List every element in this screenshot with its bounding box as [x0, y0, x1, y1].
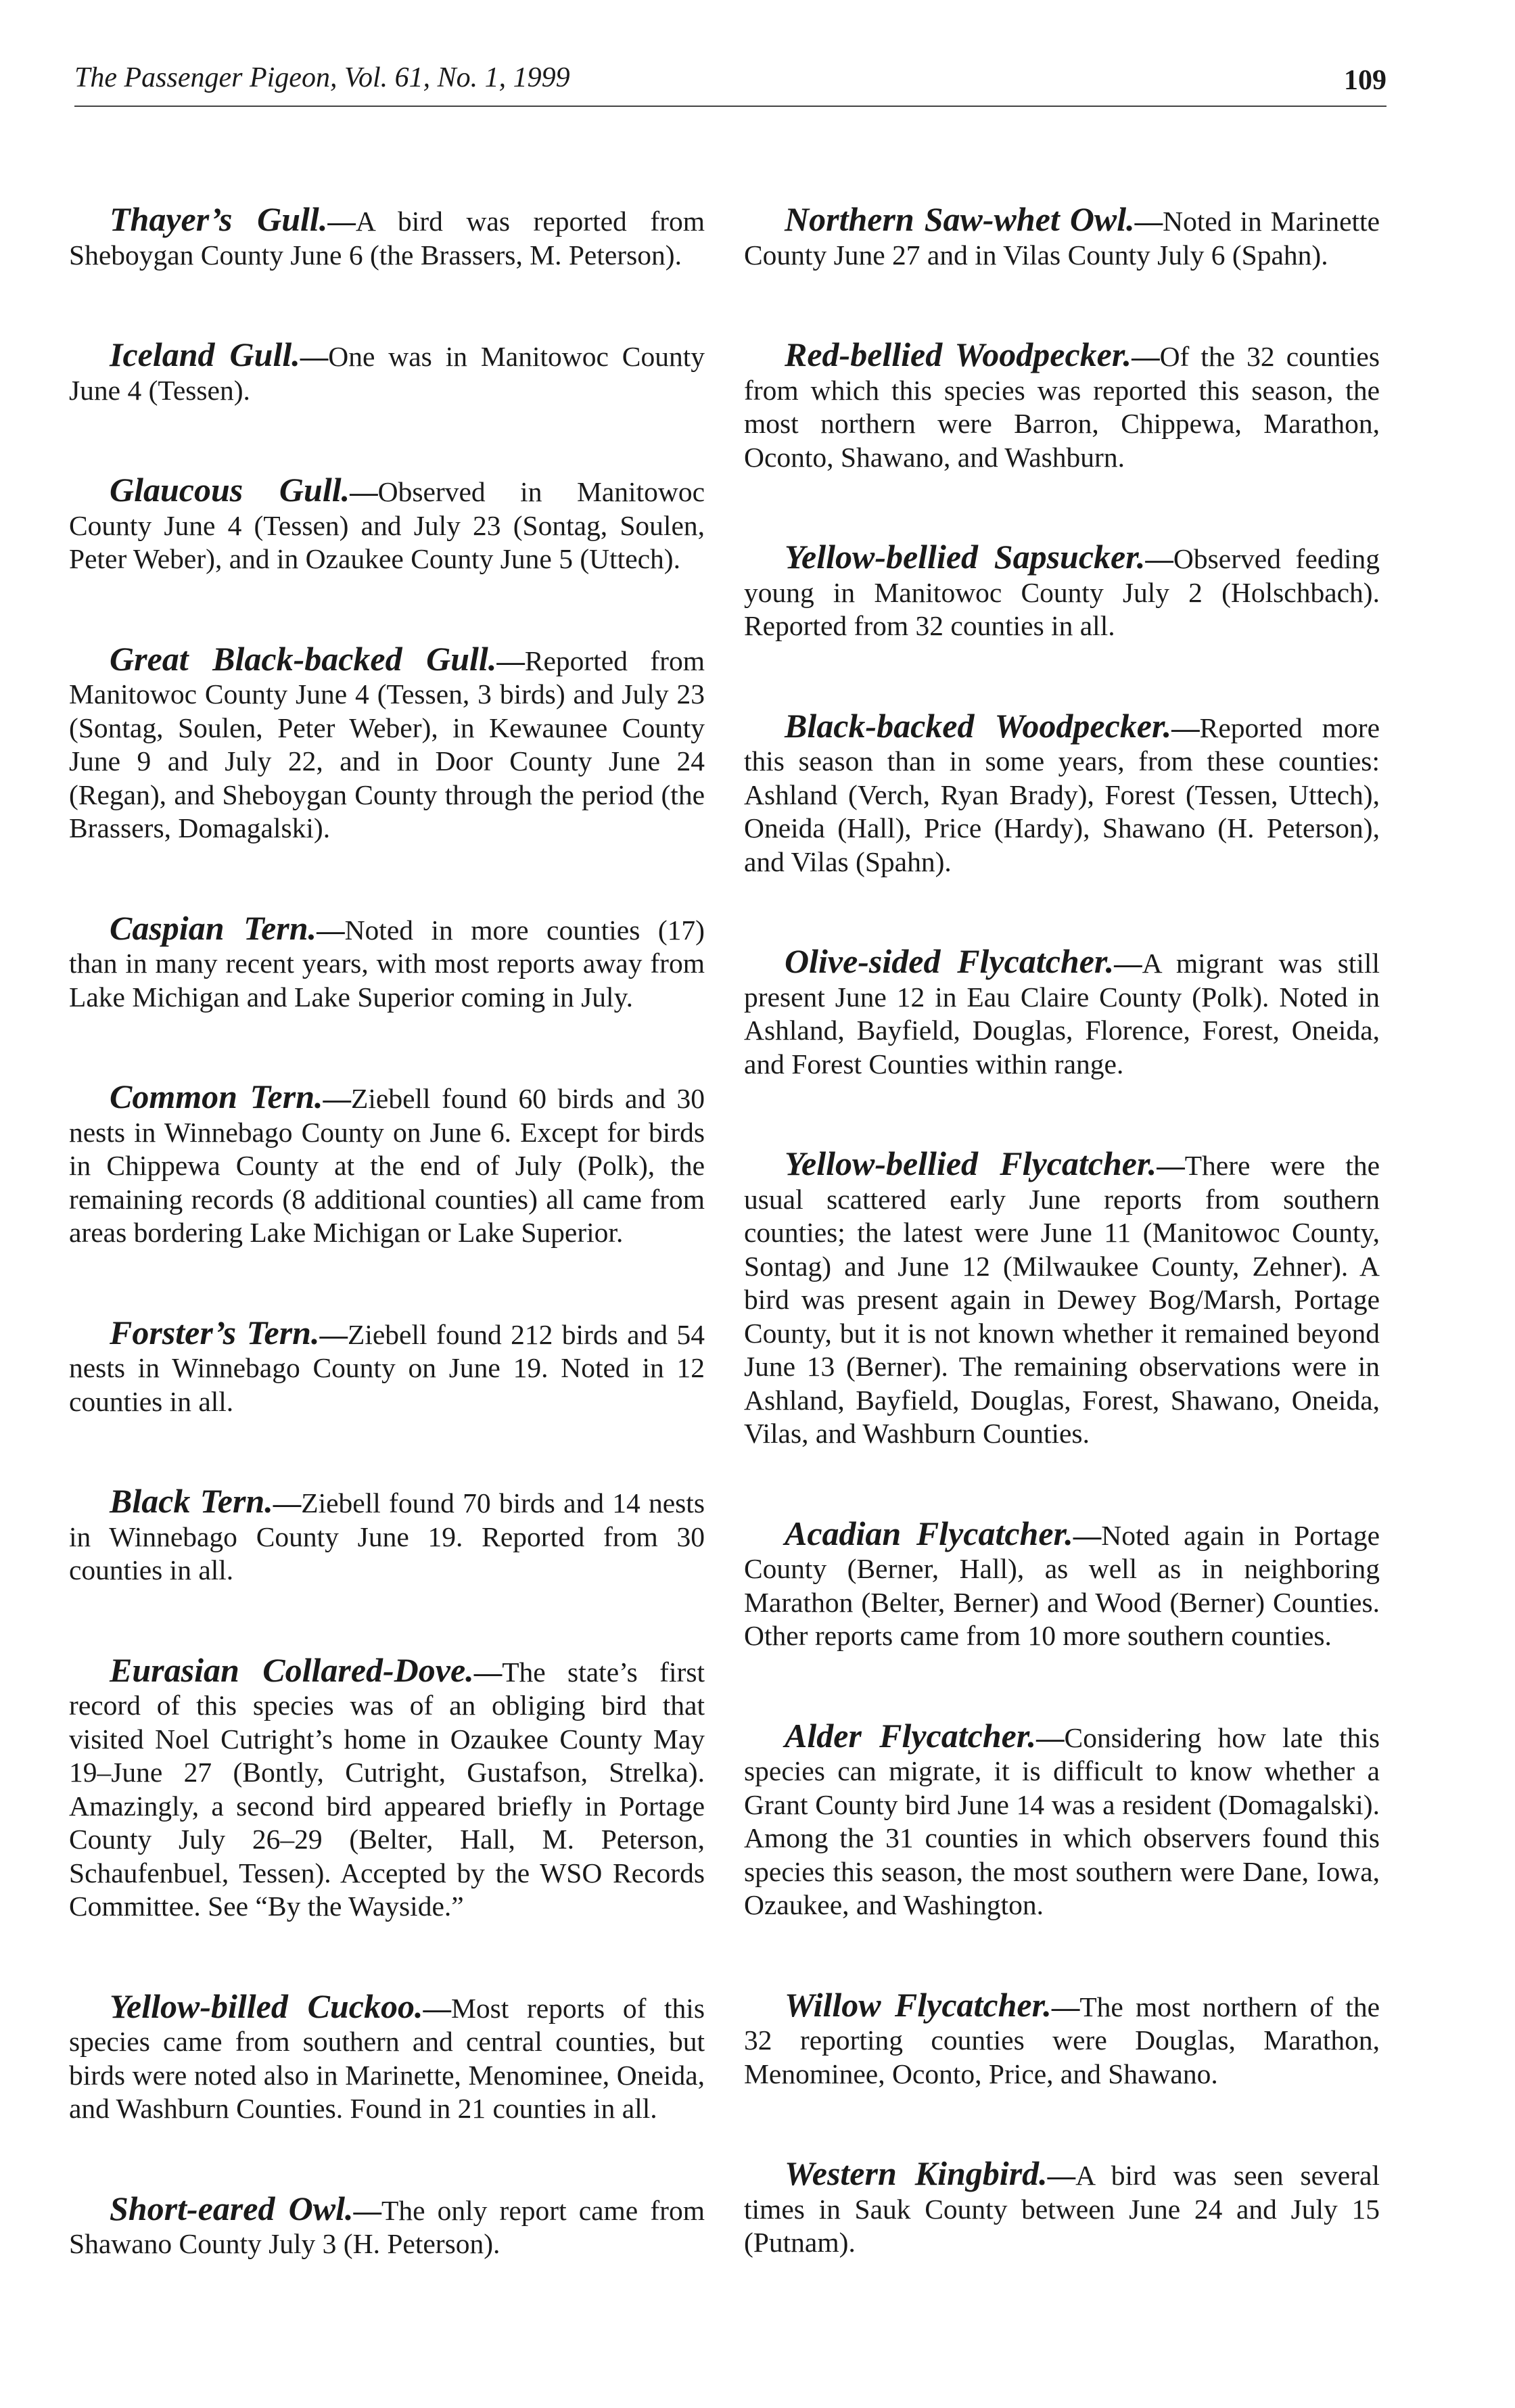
- species-name: Caspian Tern.: [110, 908, 317, 947]
- right-column: [744, 200, 1380, 2260]
- em-dash: —: [496, 645, 525, 676]
- em-dash: —: [273, 1487, 302, 1519]
- em-dash: —: [1145, 543, 1173, 574]
- species-entry: [69, 473, 705, 576]
- species-entry: [744, 1716, 1380, 1922]
- species-entry: [744, 1985, 1380, 2091]
- em-dash: —: [1047, 2160, 1076, 2191]
- left-column: [69, 200, 705, 2261]
- species-entry: [744, 942, 1380, 1081]
- species-name: Yellow-billed Cuckoo.: [110, 1987, 423, 2025]
- em-dash: —: [473, 1656, 503, 1688]
- species-name: Short-eared Owl.: [110, 2189, 354, 2227]
- entry-text: Noted in more counties (17) than in many recent years, with most reports away from Lake Michigan and Lake Superior coming in July.: [69, 914, 705, 1013]
- entry-text: Most reports of this species came from southern and central counties, but birds were noted also in Marinette, Menominee, Oneida, and Washburn Counties. Found in 21 counties in all.: [69, 1992, 705, 2124]
- em-dash: —: [300, 341, 329, 372]
- entry-text: Ziebell found 70 birds and 14 nests in Winnebago County June 19. Reported from 30 counties in all.: [69, 1487, 705, 1585]
- species-name: Yellow-bellied Flycatcher.: [785, 1144, 1157, 1182]
- entry-text: The only report came from Shawano County July 3 (H. Peterson).: [69, 2194, 705, 2259]
- species-entry: [69, 335, 705, 407]
- entry-text: Observed in Manitowoc County June 4 (Tessen) and July 23 (Sontag, Soulen, Peter Weber), and in Ozaukee County June 5 (Uttech).: [69, 476, 705, 574]
- species-name: Eurasian Collared-Dove.: [110, 1650, 474, 1689]
- species-name: Common Tern.: [110, 1078, 323, 1115]
- em-dash: —: [1171, 712, 1200, 743]
- species-entry: [69, 2189, 705, 2261]
- species-name: Forster’s Tern.: [110, 1313, 320, 1351]
- species-entry: [69, 1987, 705, 2126]
- entry-text: Ziebell found 60 birds and 30 nests in Winnebago County on June 6. Except for birds in Chippewa County at the end of July (Polk), the remaining records (8 additional counties) all came from areas bordering Lake Michigan or Lake Superior.: [69, 1083, 705, 1248]
- species-entry: [69, 1650, 705, 1924]
- entry-text: A migrant was still present June 12 in Eau Claire County (Polk). Noted in Ashland, Bayfield, Douglas, Florence, Forest, Oneida, and Forest Counties within range.: [744, 948, 1380, 1080]
- entry-text: The state’s first record of this species was of an obliging bird that visited Noel Cutright’s home in Ozaukee County May 19–June 27 (Bontly, Cutright, Gustafson, Strelka). Amazingly, a second bird appeared briefly in Portage County July 26–29 (Belter, Hall, M. Peterson, Schaufenbuel, Tessen). Accepted by the WSO Records Committee. See “By the Wayside.”: [69, 1656, 705, 1922]
- em-dash: —: [1157, 1150, 1185, 1181]
- species-entry: [69, 908, 705, 1015]
- species-name: Willow Flycatcher.: [785, 1985, 1052, 2024]
- entry-text: Noted again in Portage County (Berner, Hall), as well as in neighboring Marathon (Belter, Berner) and Wood (Berner) Counties. Other reports came from 10 more southern counties.: [744, 1519, 1380, 1651]
- species-entry: [744, 1514, 1380, 1653]
- em-dash: —: [353, 2194, 382, 2226]
- entry-text: Observed feeding young in Manitowoc County July 2 (Holschbach). Reported from 32 counties in all.: [744, 543, 1380, 641]
- species-name: Iceland Gull.: [110, 335, 300, 373]
- entry-text: Considering how late this species can migrate, it is difficult to know whether a Grant County bird June 14 was a resident (Domagalski). Among the 31 counties in which observers found this species this season, the most southern were Dane, Iowa, Ozaukee, and Washington.: [744, 1721, 1380, 1920]
- page-header: [74, 58, 1386, 107]
- species-entry: [69, 1313, 705, 1419]
- species-name: Thayer’s Gull.: [110, 200, 328, 238]
- em-dash: —: [350, 476, 378, 507]
- species-entry: [744, 1144, 1380, 1451]
- em-dash: —: [1134, 206, 1163, 237]
- species-name: Acadian Flycatcher.: [785, 1514, 1073, 1552]
- em-dash: —: [1114, 948, 1142, 979]
- species-name: Glaucous Gull.: [110, 471, 350, 509]
- em-dash: —: [1073, 1519, 1102, 1551]
- em-dash: —: [1051, 1991, 1080, 2022]
- entry-text: A bird was reported from Sheboygan County June 6 (the Brassers, M. Peterson).: [69, 206, 705, 271]
- species-entry: [744, 200, 1380, 272]
- species-name: Northern Saw-whet Owl.: [785, 200, 1135, 238]
- entry-text: A bird was seen several times in Sauk County between June 24 and July 15 (Putnam).: [744, 2160, 1380, 2258]
- species-entry: [744, 2154, 1380, 2260]
- species-name: Western Kingbird.: [785, 2154, 1048, 2192]
- species-entry: [744, 540, 1380, 643]
- entry-text: One was in Manitowoc County June 4 (Tessen).: [69, 341, 705, 406]
- em-dash: —: [323, 1083, 352, 1114]
- entry-text: Reported from Manitowoc County June 4 (Tessen, 3 birds) and July 23 (Sontag, Soulen, Peter Weber), in Kewaunee County June 9 and July 22, and in Door County June 24 (Regan), and Sheboygan County through the period (the Brassers, Domagalski).: [69, 645, 705, 843]
- species-entry: [69, 1080, 705, 1250]
- entry-text: The most northern of the 32 reporting counties were Douglas, Marathon, Menominee, Oconto, Price, and Shawano.: [744, 1991, 1380, 2089]
- page-number: 109: [1344, 65, 1386, 96]
- entry-text: Of the 32 counties from which this species was reported this season, the most northern were Barron, Chippewa, Marathon, Oconto, Shawano, and Washburn.: [744, 341, 1380, 473]
- em-dash: —: [319, 1318, 348, 1350]
- species-name: Alder Flycatcher.: [785, 1716, 1037, 1755]
- species-name: Black Tern.: [110, 1482, 273, 1520]
- species-name: Yellow-bellied Sapsucker.: [785, 538, 1146, 576]
- species-name: Olive-sided Flycatcher.: [785, 942, 1115, 980]
- species-name: Red-bellied Woodpecker.: [785, 335, 1132, 373]
- species-entry: [69, 1482, 705, 1588]
- species-entry: [744, 706, 1380, 879]
- species-entry: [69, 200, 705, 272]
- em-dash: —: [1036, 1721, 1065, 1753]
- species-name: Great Black-backed Gull.: [110, 639, 497, 678]
- species-name: Black-backed Woodpecker.: [785, 706, 1172, 745]
- entry-text: There were the usual scattered early June reports from southern counties; the latest were June 11 (Manitowoc County, Sontag) and June 12 (Milwaukee County, Zehner). A bird was present again in Dewey Bog/Marsh, Portage County, but it is not known whether it remained beyond June 13 (Berner). The remaining observations were in Ashland, Bayfield, Douglas, Forest, Shawano, Oneida, Vilas, and Washburn Counties.: [744, 1150, 1380, 1449]
- entry-text: Noted in Marinette County June 27 and in Vilas County July 6 (Spahn).: [744, 206, 1380, 271]
- species-entry: [69, 639, 705, 846]
- em-dash: —: [1132, 341, 1160, 372]
- em-dash: —: [317, 914, 345, 946]
- entry-text: Ziebell found 212 birds and 54 nests in Winnebago County on June 19. Noted in 12 counties in all.: [69, 1318, 705, 1417]
- em-dash: —: [423, 1992, 451, 2024]
- journal-title: The Passenger Pigeon, Vol. 61, No. 1, 1999: [74, 62, 570, 93]
- entry-text: Reported more this season than in some years, from these counties: Ashland (Verch, Ryan Brady), Forest (Tessen, Uttech), Oneida (Hall), Price (Hardy), Shawano (H. Peterson), and Vilas (Spahn).: [744, 712, 1380, 877]
- em-dash: —: [327, 206, 356, 237]
- species-entry: [744, 335, 1380, 474]
